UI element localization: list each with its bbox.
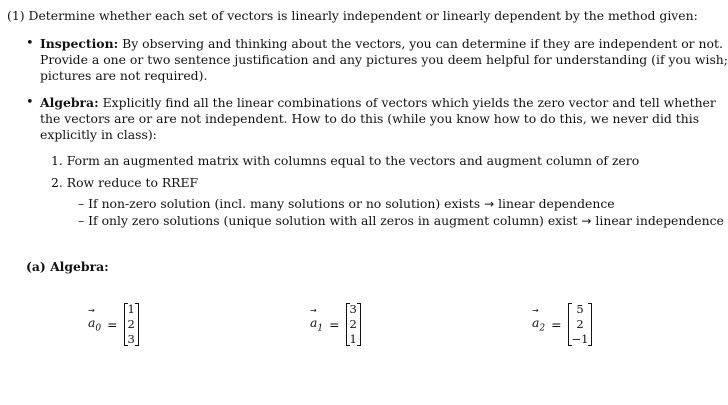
bullet-dot: • <box>26 95 34 110</box>
matrix-entry: 2 <box>576 316 584 331</box>
algebra-heading: Algebra: <box>40 95 99 110</box>
vector-arrow-icon: → <box>310 305 317 315</box>
step-2: 2. Row reduce to RREF <box>51 175 199 190</box>
column-matrix <box>568 302 593 347</box>
matrix-entry: 5 <box>576 301 584 316</box>
inspection-text-1: By observing and thinking about the vectors, you can determine if they are independent or not. <box>118 36 723 51</box>
right-arrow-icon: → <box>581 214 592 228</box>
problem-statement <box>7 8 698 24</box>
vector-symbol: $a_0$ → <box>88 305 102 334</box>
matrix-entry: −1 <box>571 331 589 346</box>
column-matrix <box>124 302 139 347</box>
right-arrow-icon: → <box>484 197 495 211</box>
algebra-text-1: Explicitly find all the linear combinations of vectors which yields the zero vector and tell whether <box>98 95 716 110</box>
vector-arrow-icon: → <box>88 305 95 315</box>
part-a-label: (a) Algebra: <box>26 259 109 274</box>
matrix-entry: 3 <box>349 301 357 316</box>
equals-sign: = <box>329 316 340 332</box>
subitem-result: linear independence <box>595 213 724 228</box>
subitem-text: If non-zero solution (incl. many solutions or no solution) exists <box>88 196 481 211</box>
vector-a2 <box>532 300 592 348</box>
subitem-dependence <box>78 196 615 212</box>
problem-number: (1) <box>7 8 25 23</box>
bullet-dot: • <box>26 36 34 51</box>
algebra-line-1 <box>40 95 716 111</box>
equals-sign: = <box>107 316 118 332</box>
matrix-entry: 3 <box>127 331 135 346</box>
step-1: 1. Form an augmented matrix with columns equal to the vectors and augment column of zero <box>51 153 640 168</box>
matrix-entry: 2 <box>349 316 357 331</box>
vector-arrow-icon: → <box>532 305 539 315</box>
matrix-entry: 1 <box>349 331 357 346</box>
vector-a0 <box>88 300 139 348</box>
dash: – <box>78 213 85 228</box>
inspection-heading: Inspection: <box>40 36 119 51</box>
vector-symbol: $a_2$ → <box>532 305 546 334</box>
subitem-result: linear dependence <box>498 196 615 211</box>
vector-symbol: $a_1$ → <box>310 305 324 334</box>
inspection-line-3: pictures are not required). <box>40 68 208 83</box>
algebra-line-3: explicitly in class): <box>40 127 157 142</box>
algebra-line-2: the vectors are or are not independent. How to do this (while you know how to do this, we never did this <box>40 111 700 126</box>
matrix-entry: 1 <box>127 301 135 316</box>
matrix-entry: 2 <box>127 316 135 331</box>
equals-sign: = <box>551 316 562 332</box>
subitem-independence <box>78 213 724 229</box>
inspection-line-2: Provide a one or two sentence justification and any pictures you deem helpful for understanding (if you wish; <box>40 52 728 67</box>
problem-text: Determine whether each set of vectors is linearly independent or linearly dependent by the method given: <box>28 8 698 23</box>
inspection-line-1 <box>40 36 723 52</box>
column-matrix <box>346 302 361 347</box>
subitem-text: If only zero solutions (unique solution with all zeros in augment column) exist <box>88 213 578 228</box>
dash: – <box>78 196 85 211</box>
vector-a1 <box>310 300 361 348</box>
